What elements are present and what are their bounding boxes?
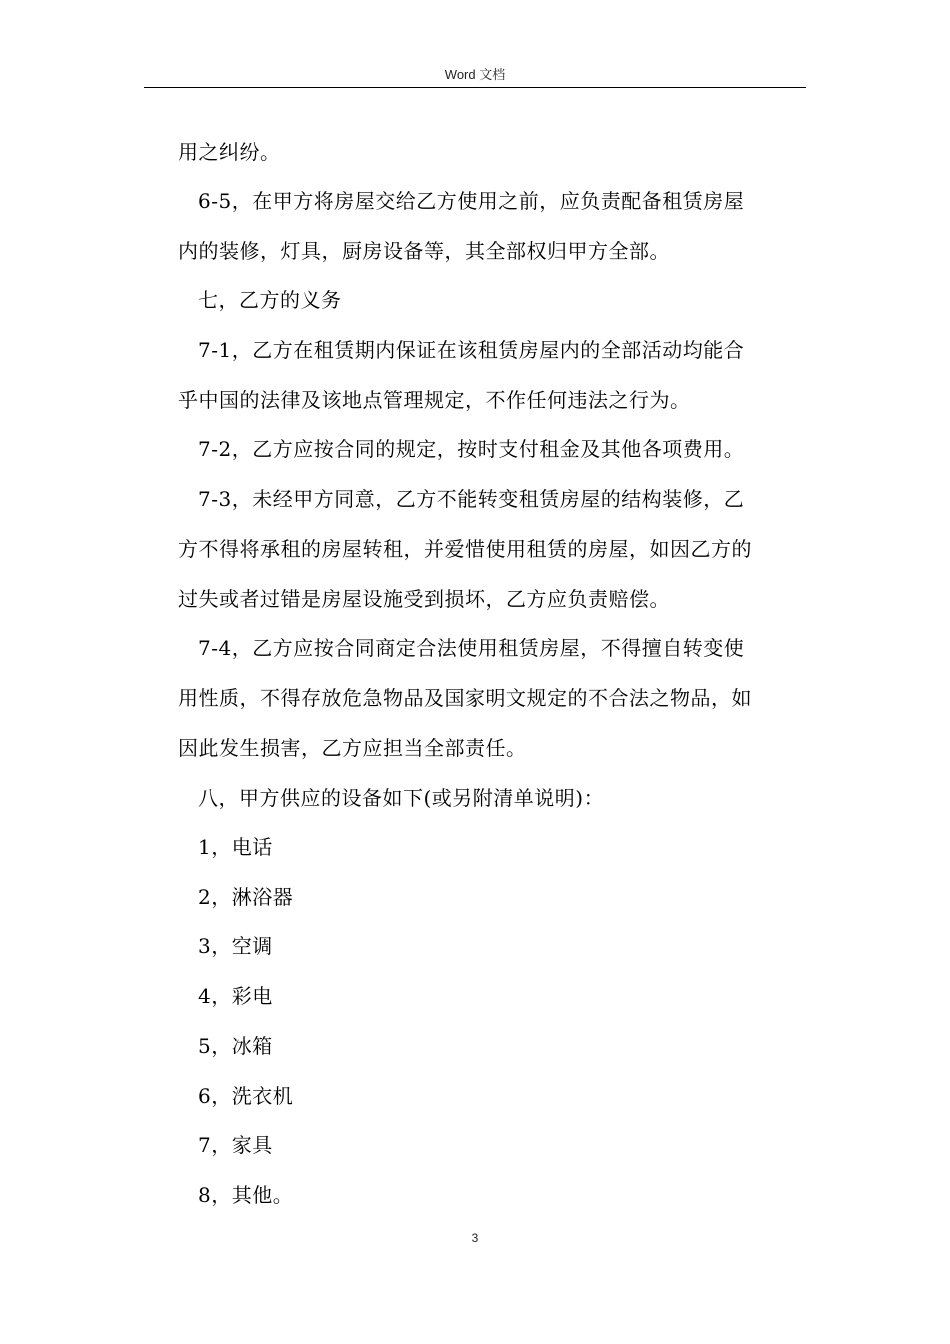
clause-7-3-line-3: 过失或者过错是房屋设施受到损坏，乙方应负责赔偿。 bbox=[178, 587, 670, 611]
list-item: 3，空调 bbox=[198, 934, 273, 958]
list-item: 4，彩电 bbox=[198, 984, 273, 1008]
clause-7-3-line-1: 7-3，未经甲方同意，乙方不能转变租赁房屋的结构装修，乙 bbox=[198, 487, 745, 511]
clause-6-5-line-2: 内的装修，灯具，厨房设备等，其全部权归甲方全部。 bbox=[178, 239, 670, 263]
body-line: 用之纠纷。 bbox=[178, 140, 281, 164]
section-heading-seven: 七，乙方的义务 bbox=[198, 288, 342, 312]
list-item: 7，家具 bbox=[198, 1133, 273, 1157]
list-item: 8，其他。 bbox=[198, 1183, 294, 1207]
list-item: 6，洗衣机 bbox=[198, 1084, 294, 1108]
header-divider bbox=[144, 87, 806, 88]
list-item: 5，冰箱 bbox=[198, 1034, 273, 1058]
clause-7-1-line-1: 7-1，乙方在租赁期内保证在该租赁房屋内的全部活动均能合 bbox=[198, 338, 745, 362]
clause-6-5-line-1: 6-5，在甲方将房屋交给乙方使用之前，应负责配备租赁房屋 bbox=[198, 189, 745, 213]
clause-7-4-line-3: 因此发生损害，乙方应担当全部责任。 bbox=[178, 736, 527, 760]
clause-7-2-line-1: 7-2，乙方应按合同的规定，按时支付租金及其他各项费用。 bbox=[198, 437, 745, 461]
clause-7-1-line-2: 乎中国的法律及该地点管理规定，不作任何违法之行为。 bbox=[178, 388, 691, 412]
section-heading-eight: 八，甲方供应的设备如下(或另附清单说明)： bbox=[198, 786, 605, 810]
page-header: Word 文档 bbox=[444, 67, 506, 82]
clause-7-4-line-1: 7-4，乙方应按合同商定合法使用租赁房屋，不得擅自转变使 bbox=[198, 636, 745, 660]
clause-7-4-line-2: 用性质，不得存放危急物品及国家明文规定的不合法之物品，如 bbox=[178, 686, 752, 710]
page-number: 3 bbox=[471, 1231, 479, 1245]
list-item: 2，淋浴器 bbox=[198, 885, 294, 909]
clause-7-3-line-2: 方不得将承租的房屋转租，并爱惜使用租赁的房屋，如因乙方的 bbox=[178, 537, 752, 561]
list-item: 1，电话 bbox=[198, 835, 273, 859]
